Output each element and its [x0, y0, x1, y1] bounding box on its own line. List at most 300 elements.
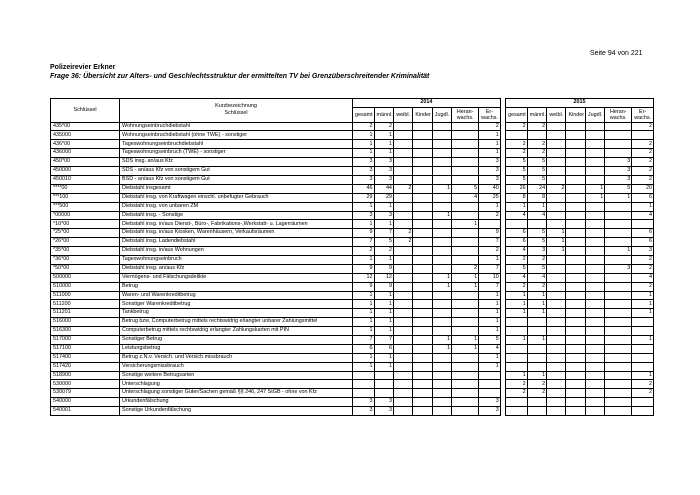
value-cell-2014-4 — [432, 122, 451, 131]
value-cell-2015-4: 1 — [585, 184, 604, 193]
value-cell-2014-1: 1 — [374, 353, 393, 362]
value-cell-2014-3 — [413, 202, 432, 211]
value-cell-2015-3 — [566, 264, 585, 273]
table-row — [51, 344, 654, 353]
value-cell-2014-3 — [413, 309, 432, 318]
value-cell-2014-1: 44 — [374, 184, 393, 193]
value-cell-2015-5: 1 — [605, 247, 632, 256]
value-cell-2015-0: 5 — [506, 175, 528, 184]
row-key: 516300 — [51, 327, 120, 336]
sub-header-2015-6: Er-wachs. — [632, 107, 654, 122]
value-cell-2015-6 — [632, 318, 654, 327]
value-cell-2015-6 — [632, 344, 654, 353]
row-key: 510000 — [51, 282, 120, 291]
value-cell-2015-2 — [547, 327, 566, 336]
value-cell-2014-6: 1 — [479, 255, 501, 264]
value-cell-2014-1 — [374, 371, 393, 380]
row-key: *35*00 — [51, 247, 120, 256]
value-cell-2015-5: 3 — [605, 158, 632, 167]
value-cell-2014-2: 2 — [393, 238, 412, 247]
value-cell-2014-1: 7 — [374, 335, 393, 344]
value-cell-2015-0 — [506, 318, 528, 327]
value-cell-2014-5 — [452, 158, 479, 167]
value-cell-2014-6: 7 — [479, 264, 501, 273]
value-cell-2015-3 — [566, 327, 585, 336]
value-cell-2014-4: 1 — [432, 344, 451, 353]
value-cell-2014-4 — [432, 353, 451, 362]
value-cell-2015-1 — [527, 362, 546, 371]
value-cell-2015-5 — [605, 229, 632, 238]
value-cell-2015-5 — [605, 398, 632, 407]
row-description: Vermögens- und Fälschungsdelikte — [120, 273, 353, 282]
value-cell-2015-0: 8 — [506, 193, 528, 202]
value-cell-2014-0: 3 — [352, 398, 374, 407]
value-cell-2015-4 — [585, 300, 604, 309]
value-cell-2015-5 — [605, 291, 632, 300]
value-cell-2015-2 — [547, 264, 566, 273]
value-cell-2014-5: 5 — [452, 184, 479, 193]
value-cell-2014-3 — [413, 211, 432, 220]
column-header-key: Schlüssel — [51, 99, 120, 123]
sub-header-2014-1: männl. — [374, 107, 393, 122]
value-cell-2014-2 — [393, 149, 412, 158]
value-cell-2015-2 — [547, 255, 566, 264]
value-cell-2014-0: 1 — [352, 327, 374, 336]
row-key: 517100 — [51, 344, 120, 353]
value-cell-2014-6: 7 — [479, 282, 501, 291]
table-row — [51, 389, 654, 398]
value-cell-2014-6: 1 — [479, 309, 501, 318]
value-cell-2014-0: 3 — [352, 167, 374, 176]
question-title: Frage 36: Übersicht zur Alters- und Geschlechtsstruktur der ermittelten TV bei Grenzüberschreitender Kriminalität — [50, 73, 430, 80]
value-cell-2014-0: 9 — [352, 264, 374, 273]
value-cell-2014-1: 5 — [374, 238, 393, 247]
row-key: 518900 — [51, 371, 120, 380]
value-cell-2014-5 — [452, 238, 479, 247]
value-cell-2015-5 — [605, 282, 632, 291]
value-cell-2015-4: 1 — [585, 193, 604, 202]
value-cell-2015-0: 6 — [506, 229, 528, 238]
value-cell-2015-4 — [585, 327, 604, 336]
value-cell-2015-3 — [566, 282, 585, 291]
value-cell-2015-4 — [585, 309, 604, 318]
value-cell-2015-5 — [605, 362, 632, 371]
value-cell-2014-2 — [393, 167, 412, 176]
value-cell-2014-5: 1 — [452, 335, 479, 344]
value-cell-2015-4 — [585, 220, 604, 229]
value-cell-2015-0: 2 — [506, 282, 528, 291]
value-cell-2014-6: 9 — [479, 229, 501, 238]
value-cell-2014-4: 1 — [432, 335, 451, 344]
row-key: 530000 — [51, 380, 120, 389]
sub-header-2014-6: Er-wachs. — [479, 107, 501, 122]
table-row — [51, 300, 654, 309]
row-key: 511201 — [51, 309, 120, 318]
value-cell-2015-1 — [527, 398, 546, 407]
value-cell-2015-0 — [506, 353, 528, 362]
value-cell-2015-5 — [605, 407, 632, 416]
value-cell-2015-4 — [585, 407, 604, 416]
value-cell-2014-5 — [452, 353, 479, 362]
value-cell-2015-5 — [605, 371, 632, 380]
value-cell-2015-0: 2 — [506, 389, 528, 398]
year-header-2015: 2015 — [506, 99, 654, 108]
row-description: Sonstige weitere Betrugsarten — [120, 371, 353, 380]
value-cell-2014-0: 1 — [352, 220, 374, 229]
value-cell-2014-1: 1 — [374, 300, 393, 309]
value-cell-2014-6: 7 — [479, 238, 501, 247]
value-cell-2014-0: 1 — [352, 309, 374, 318]
value-cell-2014-0: 9 — [352, 229, 374, 238]
row-description: Betrug — [120, 282, 353, 291]
value-cell-2015-3 — [566, 344, 585, 353]
value-cell-2014-5 — [452, 389, 479, 398]
value-cell-2014-0: 1 — [352, 318, 374, 327]
table-row — [51, 398, 654, 407]
row-description: Diebstahl insg. in/aus Wohnungen — [120, 247, 353, 256]
value-cell-2014-1: 1 — [374, 327, 393, 336]
value-cell-2014-0: 2 — [352, 122, 374, 131]
value-cell-2014-0: 3 — [352, 407, 374, 416]
value-cell-2015-2: 1 — [547, 247, 566, 256]
value-cell-2014-3 — [413, 140, 432, 149]
row-description: Tankbetrug — [120, 309, 353, 318]
value-cell-2015-0 — [506, 327, 528, 336]
value-cell-2015-5 — [605, 389, 632, 398]
value-cell-2015-1: 1 — [527, 300, 546, 309]
value-cell-2015-1: 1 — [527, 291, 546, 300]
value-cell-2015-1: 5 — [527, 238, 546, 247]
table-row — [51, 184, 654, 193]
row-description: Diebstahl insg. von Kraftwagen einschl. unbefugter Gebrauch — [120, 193, 353, 202]
value-cell-2014-1: 3 — [374, 407, 393, 416]
value-cell-2015-1: 2 — [527, 255, 546, 264]
value-cell-2014-1: 1 — [374, 131, 393, 140]
value-cell-2015-6: 2 — [632, 255, 654, 264]
row-key: 540000 — [51, 398, 120, 407]
value-cell-2015-6: 2 — [632, 175, 654, 184]
value-cell-2014-0: 3 — [352, 211, 374, 220]
value-cell-2014-5 — [452, 327, 479, 336]
value-cell-2014-2 — [393, 362, 412, 371]
value-cell-2014-5 — [452, 318, 479, 327]
value-cell-2015-4 — [585, 380, 604, 389]
row-key: 511200 — [51, 300, 120, 309]
table-row — [51, 318, 654, 327]
value-cell-2014-4 — [432, 247, 451, 256]
value-cell-2014-6 — [479, 220, 501, 229]
value-cell-2014-4 — [432, 300, 451, 309]
table-row — [51, 309, 654, 318]
value-cell-2014-0: 46 — [352, 184, 374, 193]
value-cell-2014-2 — [393, 158, 412, 167]
row-description: Diebstahl insg. in/aus Dienst-, Büro-, Fabrikations-,Werkstatt- u. Lagerräumen — [120, 220, 353, 229]
value-cell-2014-0: 7 — [352, 335, 374, 344]
value-cell-2015-6: 2 — [632, 140, 654, 149]
value-cell-2014-2: 2 — [393, 229, 412, 238]
value-cell-2014-4 — [432, 380, 451, 389]
value-cell-2015-0: 5 — [506, 158, 528, 167]
value-cell-2015-3 — [566, 291, 585, 300]
table-row — [51, 380, 654, 389]
value-cell-2015-5 — [605, 211, 632, 220]
value-cell-2014-6 — [479, 371, 501, 380]
value-cell-2015-4 — [585, 318, 604, 327]
table-row — [51, 140, 654, 149]
value-cell-2014-3 — [413, 344, 432, 353]
value-cell-2014-1: 3 — [374, 211, 393, 220]
value-cell-2015-2 — [547, 398, 566, 407]
value-cell-2014-4 — [432, 327, 451, 336]
value-cell-2015-5 — [605, 122, 632, 131]
value-cell-2014-3 — [413, 220, 432, 229]
value-cell-2014-5: 1 — [452, 220, 479, 229]
value-cell-2014-0: 29 — [352, 193, 374, 202]
value-cell-2015-1: 3 — [527, 247, 546, 256]
value-cell-2014-6: 1 — [479, 291, 501, 300]
row-description: Betrug z.N.v. Versich. und Versich.missbrauch — [120, 353, 353, 362]
value-cell-2015-2 — [547, 335, 566, 344]
value-cell-2015-3 — [566, 362, 585, 371]
value-cell-2014-3 — [413, 291, 432, 300]
value-cell-2015-3 — [566, 220, 585, 229]
value-cell-2014-3 — [413, 158, 432, 167]
row-key: 517000 — [51, 335, 120, 344]
value-cell-2014-1: 2 — [374, 247, 393, 256]
value-cell-2014-1: 3 — [374, 167, 393, 176]
sub-header-2014-0: gesamt — [352, 107, 374, 122]
value-cell-2015-2 — [547, 300, 566, 309]
value-cell-2014-2 — [393, 327, 412, 336]
value-cell-2015-6: 1 — [632, 335, 654, 344]
value-cell-2014-0: 1 — [352, 149, 374, 158]
value-cell-2015-6: 1 — [632, 291, 654, 300]
value-cell-2015-6: 2 — [632, 389, 654, 398]
value-cell-2015-4 — [585, 291, 604, 300]
value-cell-2015-6: 2 — [632, 167, 654, 176]
value-cell-2014-1: 9 — [374, 264, 393, 273]
value-cell-2015-3 — [566, 273, 585, 282]
value-cell-2014-1: 2 — [374, 122, 393, 131]
row-description: Diebstahl insgesamt — [120, 184, 353, 193]
value-cell-2014-0: 1 — [352, 202, 374, 211]
value-cell-2015-1: 5 — [527, 158, 546, 167]
value-cell-2014-5: 1 — [452, 273, 479, 282]
value-cell-2014-3 — [413, 300, 432, 309]
value-cell-2014-2 — [393, 211, 412, 220]
value-cell-2015-6: 3 — [632, 247, 654, 256]
value-cell-2014-0: 1 — [352, 291, 374, 300]
value-cell-2015-1 — [527, 131, 546, 140]
value-cell-2014-2 — [393, 300, 412, 309]
value-cell-2014-2: 2 — [393, 184, 412, 193]
value-cell-2015-1: 4 — [527, 273, 546, 282]
value-cell-2014-1: 9 — [374, 282, 393, 291]
row-key: 450000 — [51, 167, 120, 176]
value-cell-2014-6: 40 — [479, 184, 501, 193]
value-cell-2015-0: 4 — [506, 211, 528, 220]
row-description: Sonstige Urkundenfälschung — [120, 407, 353, 416]
sub-header-2015-0: gesamt — [506, 107, 528, 122]
row-description: Leistungsbetrug — [120, 344, 353, 353]
value-cell-2014-6: 25 — [479, 193, 501, 202]
value-cell-2014-2 — [393, 398, 412, 407]
value-cell-2015-5 — [605, 380, 632, 389]
value-cell-2015-5: 5 — [605, 184, 632, 193]
value-cell-2015-2 — [547, 291, 566, 300]
value-cell-2015-0 — [506, 344, 528, 353]
value-cell-2015-4 — [585, 167, 604, 176]
value-cell-2015-1 — [527, 407, 546, 416]
value-cell-2015-6: 2 — [632, 380, 654, 389]
value-cell-2015-2 — [547, 380, 566, 389]
value-cell-2014-4 — [432, 362, 451, 371]
value-cell-2015-4 — [585, 282, 604, 291]
value-cell-2015-2 — [547, 273, 566, 282]
value-cell-2014-1: 1 — [374, 318, 393, 327]
row-key: 435*00 — [51, 122, 120, 131]
value-cell-2015-6: 2 — [632, 282, 654, 291]
value-cell-2014-6: 10 — [479, 273, 501, 282]
value-cell-2015-1: 2 — [527, 389, 546, 398]
value-cell-2014-0: 1 — [352, 140, 374, 149]
value-cell-2015-2 — [547, 220, 566, 229]
value-cell-2014-3 — [413, 407, 432, 416]
value-cell-2015-0: 4 — [506, 273, 528, 282]
value-cell-2014-3 — [413, 264, 432, 273]
value-cell-2014-2 — [393, 193, 412, 202]
row-key: 450*00 — [51, 158, 120, 167]
value-cell-2014-1: 6 — [374, 344, 393, 353]
row-description: Diebstahl insg. in/aus Kiosken, Warenhäusern, Verkaufsräumen — [120, 229, 353, 238]
row-description: Computerbetrug mittels rechtswidrig erlangter Zahlungskarten mit PIN — [120, 327, 353, 336]
value-cell-2014-4 — [432, 291, 451, 300]
value-cell-2014-2 — [393, 202, 412, 211]
value-cell-2014-4 — [432, 158, 451, 167]
value-cell-2015-3 — [566, 353, 585, 362]
row-key: 511000 — [51, 291, 120, 300]
value-cell-2014-4 — [432, 175, 451, 184]
value-cell-2015-2 — [547, 122, 566, 131]
value-cell-2014-3 — [413, 255, 432, 264]
row-key: 517420 — [51, 362, 120, 371]
table-row — [51, 362, 654, 371]
value-cell-2014-0: 1 — [352, 255, 374, 264]
value-cell-2015-2 — [547, 318, 566, 327]
value-cell-2014-3 — [413, 282, 432, 291]
value-cell-2015-1 — [527, 327, 546, 336]
value-cell-2015-3 — [566, 140, 585, 149]
value-cell-2015-3 — [566, 371, 585, 380]
value-cell-2014-4 — [432, 255, 451, 264]
row-description: Unterschlagung — [120, 380, 353, 389]
value-cell-2015-5: 3 — [605, 175, 632, 184]
value-cell-2014-2 — [393, 264, 412, 273]
row-description: Sonstiger Betrug — [120, 335, 353, 344]
value-cell-2014-1: 1 — [374, 255, 393, 264]
value-cell-2015-1: 5 — [527, 264, 546, 273]
value-cell-2015-1: 2 — [527, 140, 546, 149]
row-key: 530079 — [51, 389, 120, 398]
value-cell-2014-4 — [432, 398, 451, 407]
sub-header-2014-2: weibl. — [393, 107, 412, 122]
office-title: Polizeirevier Erkner — [50, 64, 116, 71]
value-cell-2015-4 — [585, 211, 604, 220]
value-cell-2014-2 — [393, 291, 412, 300]
value-cell-2014-0 — [352, 371, 374, 380]
value-cell-2014-2 — [393, 380, 412, 389]
table-row — [51, 202, 654, 211]
value-cell-2015-0: 5 — [506, 264, 528, 273]
value-cell-2014-2 — [393, 407, 412, 416]
value-cell-2015-6 — [632, 131, 654, 140]
value-cell-2015-4 — [585, 344, 604, 353]
value-cell-2015-6: 2 — [632, 122, 654, 131]
value-cell-2015-0: 2 — [506, 149, 528, 158]
row-description: Tageswohnungseinbruchdiebstahl — [120, 140, 353, 149]
value-cell-2014-1 — [374, 380, 393, 389]
value-cell-2014-6: 1 — [479, 149, 501, 158]
value-cell-2015-0: 2 — [506, 140, 528, 149]
value-cell-2015-4 — [585, 362, 604, 371]
value-cell-2014-1: 3 — [374, 398, 393, 407]
value-cell-2015-1: 5 — [527, 229, 546, 238]
table-row — [51, 327, 654, 336]
value-cell-2014-4 — [432, 149, 451, 158]
value-cell-2014-3 — [413, 371, 432, 380]
row-description: Tageswohnungseinbruch (TWE) - sonstiger — [120, 149, 353, 158]
value-cell-2014-4 — [432, 309, 451, 318]
value-cell-2015-2 — [547, 131, 566, 140]
row-description: Diebstahl insg. von unbaren ZM — [120, 202, 353, 211]
value-cell-2015-2 — [547, 389, 566, 398]
value-cell-2015-4 — [585, 175, 604, 184]
table-row — [51, 335, 654, 344]
row-key: 516000 — [51, 318, 120, 327]
value-cell-2014-0: 9 — [352, 282, 374, 291]
value-cell-2015-1: 8 — [527, 193, 546, 202]
value-cell-2014-5 — [452, 255, 479, 264]
value-cell-2015-5 — [605, 149, 632, 158]
row-key: 450010 — [51, 175, 120, 184]
value-cell-2015-3 — [566, 158, 585, 167]
row-key: *00000 — [51, 211, 120, 220]
value-cell-2014-1: 1 — [374, 362, 393, 371]
value-cell-2014-6: 3 — [479, 407, 501, 416]
value-cell-2015-2 — [547, 149, 566, 158]
value-cell-2015-4 — [585, 335, 604, 344]
row-description: Wohnungseinbruchdiebstahl (ohne TWE) - sonstiger — [120, 131, 353, 140]
value-cell-2014-5 — [452, 380, 479, 389]
value-cell-2014-5 — [452, 140, 479, 149]
table-row — [51, 282, 654, 291]
value-cell-2014-3 — [413, 229, 432, 238]
value-cell-2014-4 — [432, 318, 451, 327]
row-key: 540001 — [51, 407, 120, 416]
value-cell-2015-3 — [566, 407, 585, 416]
value-cell-2014-3 — [413, 193, 432, 202]
value-cell-2014-2 — [393, 282, 412, 291]
value-cell-2014-5 — [452, 175, 479, 184]
value-cell-2015-4 — [585, 273, 604, 282]
value-cell-2014-1: 1 — [374, 202, 393, 211]
value-cell-2015-0: 26 — [506, 184, 528, 193]
value-cell-2014-2 — [393, 353, 412, 362]
value-cell-2014-3 — [413, 131, 432, 140]
column-header-description — [120, 99, 353, 123]
value-cell-2014-1: 1 — [374, 309, 393, 318]
value-cell-2014-2 — [393, 140, 412, 149]
